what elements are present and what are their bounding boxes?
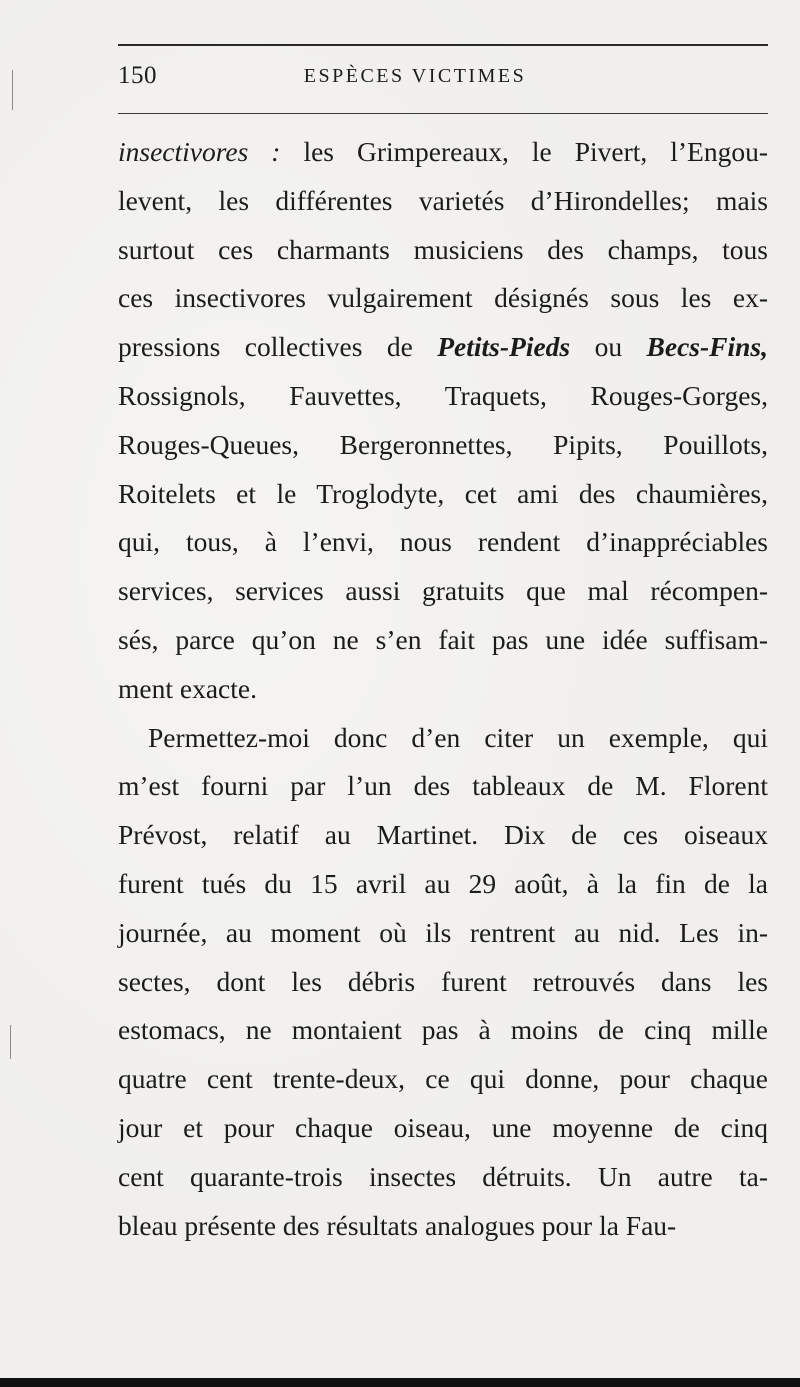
text-segment: levent, les différentes varietés d’Hirondelles; mais — [118, 184, 768, 216]
text-segment: Rouges-Queues, Bergeronnettes, Pipits, Pouillots, — [118, 428, 768, 460]
text-line — [118, 616, 768, 665]
header-rule — [118, 113, 768, 114]
text-line — [118, 470, 768, 519]
emphasized-text: Petits-Pieds — [437, 331, 571, 363]
text-line — [118, 1006, 768, 1055]
text-line — [118, 909, 768, 958]
text-line — [118, 274, 768, 323]
text-segment: Permettez-moi donc d’en citer un exemple, qui — [148, 721, 768, 753]
text-segment: Rossignols, Fauvettes, Traquets, Rouges-Gorges, — [118, 379, 768, 411]
text-segment: ces insectivores vulgairement désignés sous les ex- — [118, 282, 768, 314]
text-line — [118, 518, 768, 567]
page-bottom-edge — [0, 1378, 800, 1387]
page-number: 150 — [118, 62, 157, 89]
text-line — [118, 1202, 768, 1251]
text-segment: estomacs, ne montaient pas à moins de cinq mille — [118, 1014, 768, 1046]
text-segment: quatre cent trente-deux, ce qui donne, pour chaque — [118, 1063, 768, 1095]
text-segment: Roitelets et le Troglodyte, cet ami des chaumières, — [118, 477, 768, 509]
text-segment: sés, parce qu’on ne s’en fait pas une idée suffisam- — [118, 623, 768, 655]
margin-speck — [12, 70, 13, 110]
text-line — [118, 128, 768, 177]
text-segment: qui, tous, à l’envi, nous rendent d’inappréciables — [118, 526, 768, 558]
text-line — [118, 762, 768, 811]
emphasized-text: Becs-Fins, — [646, 331, 769, 363]
text-line — [118, 1153, 768, 1202]
text-segment: services, services aussi gratuits que mal récompen- — [118, 575, 768, 607]
text-segment: sectes, dont les débris furent retrouvés dans les — [118, 965, 768, 997]
text-line — [118, 323, 768, 372]
text-segment: cent quarante-trois insectes détruits. Un autre ta- — [118, 1160, 768, 1192]
text-segment: journée, au moment où ils rentrent au nid. Les in- — [118, 916, 768, 948]
running-head: ESPÈCES VICTIMES — [303, 65, 527, 87]
emphasized-text: insectivores : — [118, 136, 281, 167]
text-segment: Prévost, relatif au Martinet. Dix de ces oiseaux — [118, 819, 768, 851]
text-line — [118, 372, 768, 421]
text-segment: surtout ces charmants musiciens des champs, tous — [118, 233, 768, 265]
text-segment: les Grimpereaux, le Pivert, l’Engou- — [280, 136, 768, 167]
text-line — [118, 811, 768, 860]
text-segment: bleau présente des résultats analogues pour la Fau- — [118, 1209, 677, 1241]
text-line — [118, 860, 768, 909]
text-segment: furent tués du 15 avril au 29 août, à la fin de la — [118, 867, 768, 899]
text-line — [118, 665, 768, 714]
text-line — [118, 714, 768, 763]
text-line — [118, 958, 768, 1007]
text-line — [118, 567, 768, 616]
text-line — [118, 1104, 768, 1153]
text-segment: m’est fourni par l’un des tableaux de M. Florent — [118, 770, 768, 802]
margin-speck — [10, 1025, 11, 1059]
text-line — [118, 421, 768, 470]
body-text — [118, 128, 768, 1250]
text-line — [118, 1055, 768, 1104]
text-segment: jour et pour chaque oiseau, une moyenne de cinq — [118, 1111, 768, 1143]
text-line — [118, 226, 768, 275]
text-segment: pressions collectives de — [118, 331, 438, 363]
text-segment: ment exacte. — [118, 672, 257, 704]
top-rule — [118, 44, 768, 46]
text-segment: ou — [570, 331, 647, 363]
text-line — [118, 177, 768, 226]
